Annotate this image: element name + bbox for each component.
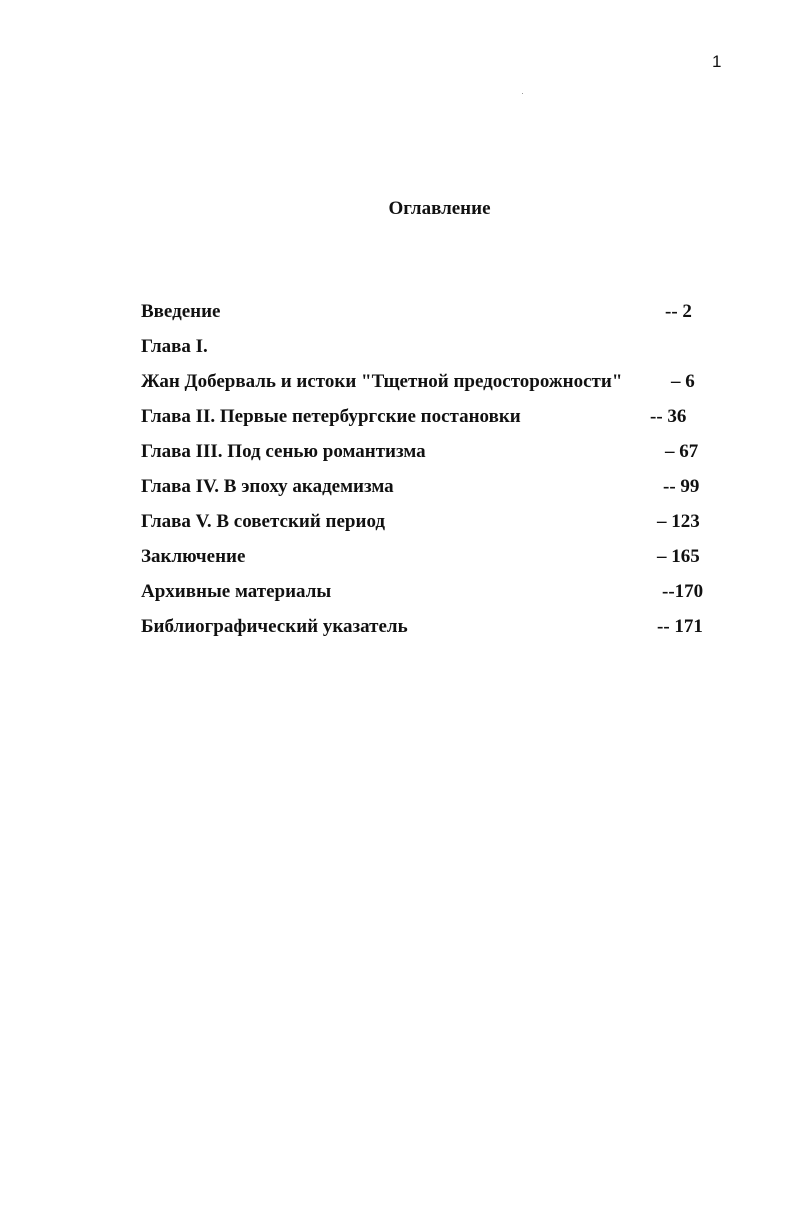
toc-entry-label: Архивные материалы — [141, 581, 332, 602]
toc-entry-label: Жан Доберваль и истоки "Тщетной предосторожности" — [141, 371, 623, 392]
toc-entry-label: Глава II. Первые петербургские постановки — [141, 406, 521, 427]
toc-entry-archives[interactable] — [141, 579, 741, 614]
page-number: 1 — [712, 52, 722, 71]
toc-entry-page: -- 2 — [665, 301, 692, 322]
toc-entry-bibliography[interactable] — [141, 614, 741, 649]
toc-entry-label: Глава V. В советский период — [141, 511, 386, 532]
toc-entry-chapter-2[interactable] — [141, 404, 741, 439]
toc-entry-conclusion[interactable] — [141, 544, 741, 579]
toc-entry-label: Заключение — [141, 546, 246, 567]
toc-entry-chapter-4[interactable] — [141, 474, 741, 509]
toc-entry-page: --170 — [662, 581, 704, 602]
toc-entry-label: Глава IV. В эпоху академизма — [141, 476, 394, 497]
toc-entry-page: – 123 — [657, 511, 700, 532]
toc-entry-chapter-3[interactable] — [141, 439, 741, 474]
toc-entry-page: – 165 — [657, 546, 700, 567]
toc-entry-label: Введение — [141, 301, 221, 322]
toc-entry-introduction[interactable] — [141, 299, 741, 334]
toc-title: Оглавление — [388, 198, 491, 219]
toc-entry-page: – 67 — [665, 441, 699, 462]
scan-speck — [522, 93, 523, 94]
toc-entry-page: -- 36 — [650, 406, 687, 427]
toc-entry-label: Глава I. — [141, 336, 208, 357]
toc-entry-chapter-5[interactable] — [141, 509, 741, 544]
toc-entry-label: Глава III. Под сенью романтизма — [141, 441, 426, 462]
toc-entry-page: -- 171 — [657, 616, 703, 637]
table-of-contents — [141, 299, 741, 649]
toc-entry-page: – 6 — [671, 371, 695, 392]
toc-entry-page: -- 99 — [663, 476, 700, 497]
toc-entry-chapter-1[interactable] — [141, 369, 741, 404]
toc-entry-chapter-1-heading[interactable] — [141, 334, 741, 369]
toc-entry-label: Библиографический указатель — [141, 616, 408, 637]
